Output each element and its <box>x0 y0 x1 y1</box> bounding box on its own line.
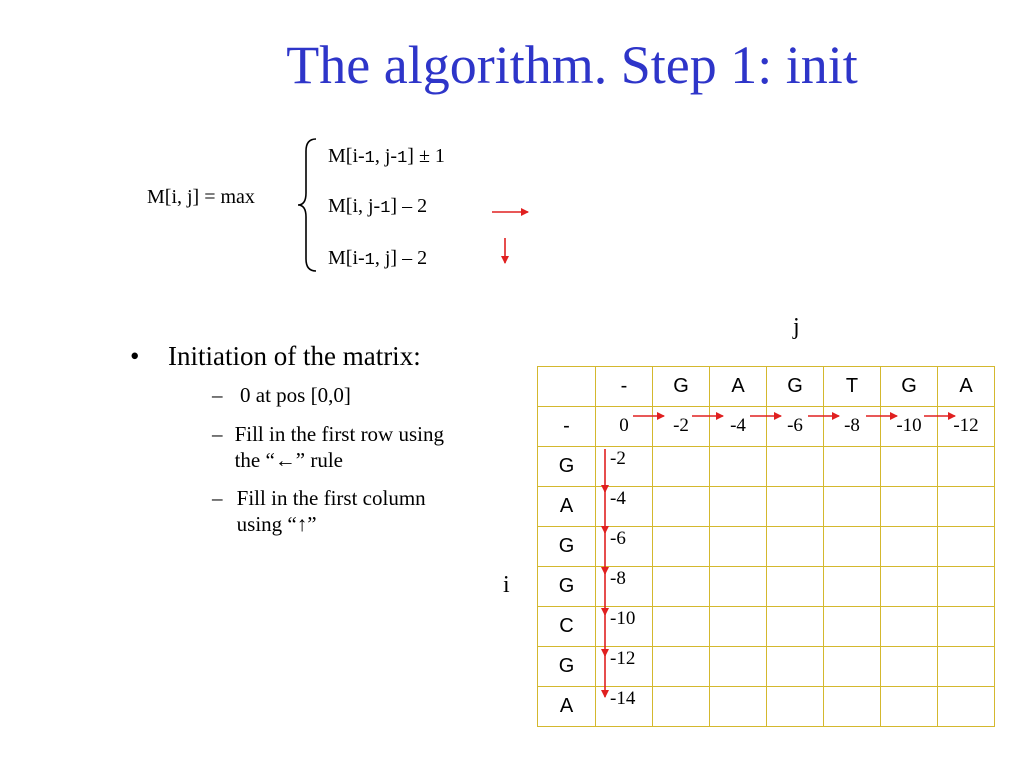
bullet-main: • Initiation of the matrix: <box>130 341 421 371</box>
matrix-cell <box>710 687 767 727</box>
matrix-cell <box>938 647 995 687</box>
matrix-cell: -10 <box>596 607 653 647</box>
score-matrix <box>537 366 995 727</box>
matrix-cell <box>653 687 710 727</box>
formula-lhs: M[i, j] = max <box>147 186 255 208</box>
matrix-row <box>538 447 995 487</box>
matrix-cell <box>881 527 938 567</box>
row-header: G <box>538 647 596 687</box>
matrix-cell: -8 <box>596 567 653 607</box>
corner-cell <box>538 367 596 407</box>
matrix-cell: -12 <box>596 647 653 687</box>
matrix-row <box>538 487 995 527</box>
formula-case-up: M[i-1, j] – 2 <box>328 247 428 270</box>
axis-label-j: j <box>793 314 800 340</box>
matrix-cell <box>653 607 710 647</box>
bullet-list <box>130 340 460 550</box>
matrix-cell <box>710 647 767 687</box>
matrix-cell <box>824 647 881 687</box>
col-header: - <box>596 367 653 407</box>
matrix-row <box>538 567 995 607</box>
matrix-row <box>538 687 995 727</box>
matrix-cell <box>767 607 824 647</box>
matrix-cell <box>653 527 710 567</box>
matrix-cell <box>824 527 881 567</box>
matrix-cell: -4 <box>596 487 653 527</box>
row-header: G <box>538 567 596 607</box>
matrix-cell <box>710 527 767 567</box>
matrix-cell: -6 <box>767 407 824 447</box>
matrix-cell <box>710 447 767 487</box>
matrix-cell <box>710 607 767 647</box>
matrix-cell <box>653 567 710 607</box>
matrix-cell <box>938 487 995 527</box>
matrix-cell <box>767 647 824 687</box>
matrix-cell <box>881 607 938 647</box>
row-header: G <box>538 527 596 567</box>
row-header: A <box>538 687 596 727</box>
header-row <box>538 367 995 407</box>
axis-label-i: i <box>503 572 510 598</box>
matrix-cell <box>881 687 938 727</box>
matrix-cell <box>767 447 824 487</box>
matrix-cell <box>653 647 710 687</box>
col-header: A <box>710 367 767 407</box>
matrix-cell <box>653 487 710 527</box>
formula-case-left: M[i, j-1] – 2 <box>328 195 428 218</box>
matrix-cell: -14 <box>596 687 653 727</box>
matrix-cell: -4 <box>710 407 767 447</box>
matrix-cell <box>767 687 824 727</box>
matrix-cell <box>824 487 881 527</box>
matrix-cell <box>881 567 938 607</box>
row-header: A <box>538 487 596 527</box>
matrix-cell: -12 <box>938 407 995 447</box>
col-header: A <box>938 367 995 407</box>
matrix-row <box>538 527 995 567</box>
col-header: T <box>824 367 881 407</box>
matrix-cell <box>938 527 995 567</box>
matrix-row <box>538 647 995 687</box>
slide-title: The algorithm. Step 1: init <box>286 35 858 95</box>
formula-case-diagonal: M[i-1, j-1] ± 1 <box>328 145 445 168</box>
matrix-cell: -2 <box>596 447 653 487</box>
matrix-cell <box>881 487 938 527</box>
matrix-cell <box>767 527 824 567</box>
matrix-cell: 0 <box>596 407 653 447</box>
matrix-cell <box>938 607 995 647</box>
matrix-cell: -6 <box>596 527 653 567</box>
init-row <box>538 407 995 447</box>
row-header: C <box>538 607 596 647</box>
sub-bullet: – Fill in the first row using the “←” rule <box>212 421 444 472</box>
row-header: G <box>538 447 596 487</box>
matrix-cell <box>824 447 881 487</box>
matrix-row <box>538 607 995 647</box>
sub-bullet-list <box>212 382 460 537</box>
curly-brace-icon <box>296 135 320 275</box>
sub-bullet: – 0 at pos [0,0] <box>212 383 351 408</box>
matrix-cell <box>824 607 881 647</box>
col-header: G <box>653 367 710 407</box>
col-header: G <box>881 367 938 407</box>
matrix-cell <box>710 487 767 527</box>
matrix-cell <box>767 567 824 607</box>
col-header: G <box>767 367 824 407</box>
matrix-cell: -2 <box>653 407 710 447</box>
matrix-cell <box>938 447 995 487</box>
matrix-cell <box>653 447 710 487</box>
sub-bullet: – Fill in the first column using “↑” <box>212 486 426 537</box>
matrix-cell: -8 <box>824 407 881 447</box>
matrix-cell <box>881 447 938 487</box>
matrix-cell <box>767 487 824 527</box>
matrix-cell: -10 <box>881 407 938 447</box>
matrix-cell <box>938 567 995 607</box>
matrix-cell <box>938 687 995 727</box>
matrix-cell <box>710 567 767 607</box>
matrix-cell <box>824 567 881 607</box>
matrix-cell <box>881 647 938 687</box>
row-header: - <box>538 407 596 447</box>
matrix-cell <box>824 687 881 727</box>
